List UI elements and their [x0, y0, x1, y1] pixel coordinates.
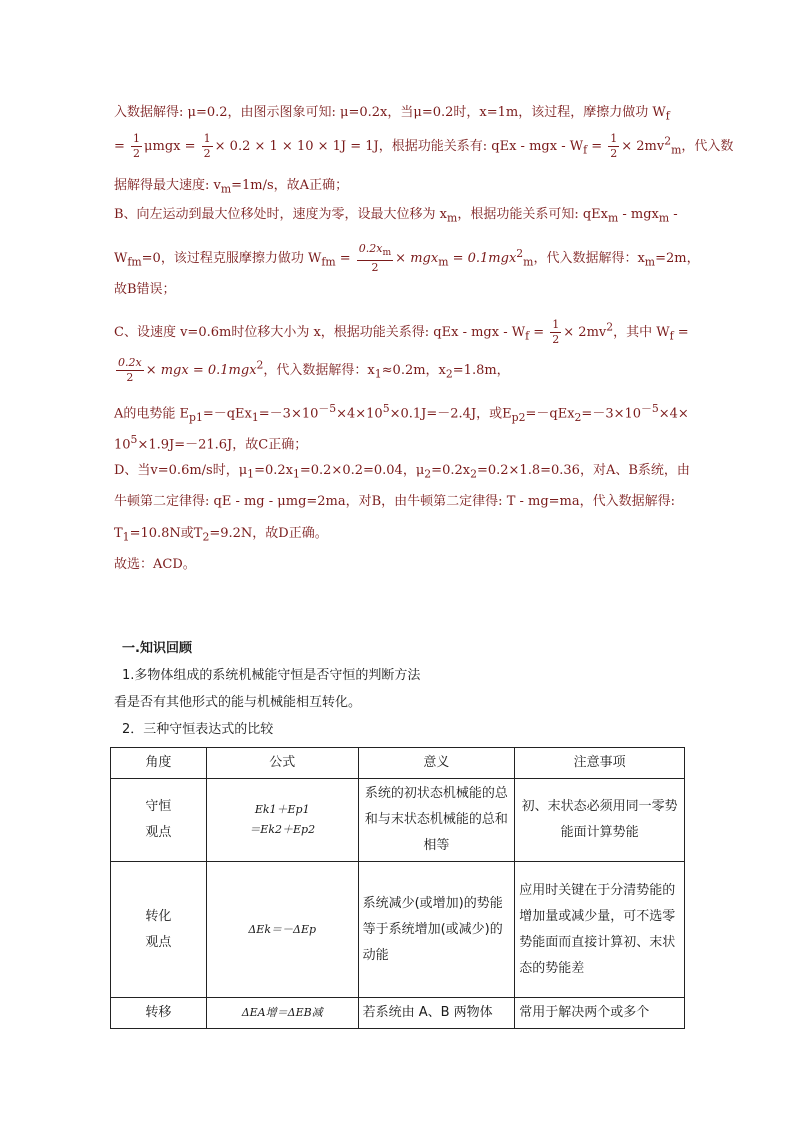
text: 观点 — [145, 825, 172, 840]
solution-line-4 — [114, 206, 678, 228]
table-row — [111, 862, 685, 998]
solution-line-7 — [114, 318, 689, 347]
text: × 2mv — [563, 325, 607, 340]
subscript: m — [382, 247, 392, 259]
text: =0.2x — [431, 463, 471, 478]
text: 故选：ACD。 — [114, 557, 196, 572]
subscript: 2 — [202, 530, 210, 544]
text: ×4×10 — [336, 406, 383, 422]
text: - mgx — [618, 207, 659, 222]
text: =1.8m， — [452, 363, 510, 378]
subscript: m — [438, 255, 449, 269]
subscript: m — [607, 211, 619, 225]
subscript: m — [220, 182, 232, 196]
subscript: m — [658, 211, 670, 225]
text: ×1.9J=－21.6J，故C正确； — [137, 437, 308, 453]
angle-cell — [111, 862, 207, 998]
header-note: 注意事项 — [515, 748, 685, 779]
subscript: m — [523, 255, 534, 269]
superscript: －5 — [641, 402, 659, 415]
text: =0.2×1.8=0.36，对A、B系统，由 — [476, 463, 690, 478]
denominator: 2 — [610, 147, 618, 160]
solution-line-10 — [114, 431, 307, 454]
text: 0.2x — [118, 356, 142, 369]
subscript: m — [671, 143, 682, 157]
solution-line-1 — [114, 104, 670, 126]
superscript: －5 — [318, 402, 337, 415]
superscript: 2 — [516, 246, 524, 260]
text: × mgx = 0.1mgx — [145, 363, 257, 378]
fraction — [608, 132, 619, 161]
subscript: 2 — [424, 467, 432, 481]
text: 入数据解得: μ=0.2，由图示图象可知: μ=0.2x，当μ=0.2时，x=1m，该过程，摩擦力做功 W — [114, 105, 666, 120]
denominator: 2 — [552, 333, 560, 346]
text: =0.2x — [254, 463, 293, 478]
text: ，代入数 — [681, 139, 734, 154]
solution-line-8 — [114, 356, 510, 385]
solution-line-3 — [114, 177, 348, 199]
numerator: 1 — [610, 132, 618, 145]
text: 10 — [114, 437, 131, 453]
subscript: 2 — [470, 467, 477, 481]
text: = — [529, 325, 545, 340]
text: = — [335, 251, 351, 267]
review-heading: 一.知识回顾 — [122, 641, 192, 656]
text: =10.8N或T — [129, 526, 203, 541]
subscript: p2 — [511, 410, 526, 424]
denominator: 2 — [371, 261, 379, 275]
meaning-cell: 系统的初状态机械能的总和与末状态机械能的总和相等 — [358, 779, 515, 862]
review-point-3: 2．三种守恒表达式的比较 — [122, 722, 274, 737]
solution-line-14 — [114, 556, 196, 574]
meaning-cell: 若系统由 A、B 两物体 — [358, 998, 515, 1029]
text: × 2mv — [621, 139, 665, 154]
text: ，代入数据解得：x — [533, 251, 645, 267]
subscript: 1 — [292, 467, 300, 481]
text: = — [114, 139, 125, 154]
superscript: 5 — [382, 402, 390, 415]
angle-cell: 转移 — [111, 998, 207, 1029]
subscript: 2 — [574, 410, 582, 424]
text: B、向左运动到最大位移处时，速度为零，设最大位移为 x — [114, 207, 448, 222]
superscript: 5 — [130, 433, 138, 446]
numerator: 1 — [133, 132, 141, 145]
formula-cell — [206, 779, 358, 862]
text: W — [114, 251, 128, 267]
text: ，其中 W — [613, 325, 670, 340]
table-header-row — [111, 748, 685, 779]
text: =0，该过程克服摩擦力做功 W — [141, 251, 322, 267]
review-point-1: 1.多物体组成的系统机械能守恒是否守恒的判断方法 — [122, 668, 421, 683]
solution-line-12 — [114, 493, 675, 511]
table-row — [111, 998, 685, 1029]
subscript: 1 — [251, 410, 259, 424]
comparison-table — [110, 747, 685, 1029]
text: 故B错误； — [114, 282, 176, 297]
numerator — [357, 242, 393, 261]
angle-cell — [111, 779, 207, 862]
text: = — [673, 325, 689, 340]
solution-line-5 — [114, 242, 700, 275]
text: =1m/s，故A正确； — [231, 178, 349, 193]
subscript: f — [665, 109, 670, 123]
text: ＝Ek2＋Ep2 — [249, 823, 316, 836]
fraction — [202, 132, 213, 161]
formula-cell: ΔEk＝－ΔEp — [206, 862, 358, 998]
text: ×4× — [658, 406, 689, 422]
text: μmgx = — [144, 139, 196, 154]
text: =－qEx — [525, 406, 575, 422]
review-point-2: 看是否有其他形式的能与机械能相互转化。 — [114, 695, 362, 710]
text: = 0.1mgx — [448, 251, 517, 267]
text: 牛顿第二定律得: qE - mg - μmg=2ma，对B，由牛顿第二定律得: T - mg=ma，代入数据解得: — [114, 494, 676, 509]
solution-line-13 — [114, 525, 328, 547]
text: ，代入数据解得：x — [263, 363, 375, 378]
header-meaning: 意义 — [358, 748, 515, 779]
note-cell: 应用时关键在于分清势能的增加量或减少量，可不选零势能面而直接计算初、末状态的势能差 — [515, 862, 685, 998]
text: 观点 — [145, 934, 172, 950]
subscript: 2 — [445, 367, 453, 381]
fraction — [550, 318, 561, 347]
text: × mgx — [395, 251, 439, 267]
text: Ek1＋Ep1 — [254, 803, 310, 816]
denominator: 2 — [203, 147, 211, 160]
fraction — [357, 242, 393, 275]
subscript: f — [583, 143, 588, 157]
superscript: 2 — [664, 134, 672, 148]
text: 据解得最大速度: v — [114, 178, 221, 193]
subscript: fm — [321, 255, 336, 269]
text: × 0.2 × 1 × 10 × 1J = 1J，根据功能关系有: qEx - mgx - W — [214, 139, 584, 154]
text: - — [669, 207, 678, 222]
numerator — [116, 356, 144, 371]
text: 守恒 — [145, 799, 172, 814]
text: T — [114, 526, 123, 541]
header-formula: 公式 — [206, 748, 358, 779]
fraction — [131, 132, 142, 161]
subscript: p1 — [189, 410, 203, 424]
solution-line-6 — [114, 281, 176, 299]
denominator: 2 — [133, 147, 141, 160]
text: ，根据功能关系可知: qEx — [457, 207, 608, 222]
formula-cell: ΔEA增＝ΔEB减 — [206, 998, 358, 1029]
text: ≈0.2m，x — [381, 363, 446, 378]
text: =－qEx — [202, 406, 252, 422]
meaning-cell: 系统减少(或增加)的势能等于系统增加(或减少)的动能 — [358, 862, 515, 998]
table-row — [111, 779, 685, 862]
numerator: 1 — [552, 318, 560, 331]
text: = — [587, 139, 603, 154]
text: 0.2x — [358, 242, 383, 255]
note-cell: 常用于解决两个或多个 — [515, 998, 685, 1029]
text: =－3×10 — [581, 406, 642, 422]
text: D、当v=0.6m/s时，μ — [114, 463, 248, 478]
solution-line-11 — [114, 462, 690, 484]
subscript: f — [525, 329, 530, 343]
subscript: m — [644, 255, 656, 269]
solution-line-9 — [114, 400, 689, 427]
fraction — [116, 356, 144, 385]
solution-line-2 — [114, 132, 733, 161]
subscript: 1 — [122, 530, 130, 544]
text: C、设速度 v=0.6m时位移大小为 x，根据功能关系得: qEx - mgx - W — [114, 325, 526, 340]
text: 转化 — [145, 908, 172, 924]
subscript: fm — [127, 255, 142, 269]
note-cell: 初、末状态必须用同一零势能面计算势能 — [515, 779, 685, 862]
text: =－3×10 — [258, 406, 319, 422]
header-angle: 角度 — [111, 748, 207, 779]
superscript: 2 — [256, 358, 264, 372]
subscript: f — [669, 329, 674, 343]
subscript: 1 — [374, 367, 382, 381]
subscript: m — [447, 211, 458, 225]
subscript: 1 — [247, 467, 255, 481]
superscript: 2 — [606, 320, 614, 334]
text: A的电势能 E — [114, 406, 190, 422]
text: =9.2N，故D正确。 — [209, 526, 328, 541]
denominator: 2 — [126, 371, 134, 384]
text: =0.2×0.2=0.04，μ — [299, 463, 425, 478]
text: =2m， — [655, 251, 700, 267]
numerator: 1 — [203, 132, 211, 145]
text: ×0.1J=－2.4J，或E — [389, 406, 512, 422]
